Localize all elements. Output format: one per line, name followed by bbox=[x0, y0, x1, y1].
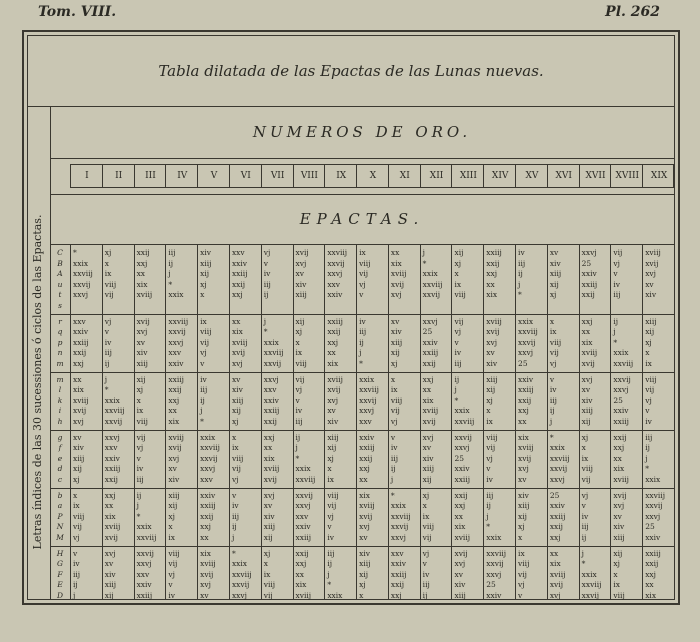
golden-number-cell: XVI bbox=[547, 165, 580, 187]
epact-cell: x ix viij vij vj bbox=[73, 490, 85, 542]
epact-cell: xx xix xviij xvij xvj bbox=[549, 548, 566, 600]
index-letters: C B A u t s bbox=[57, 248, 63, 310]
epact-cell: xxix xxviij xxvij xxvj xxv bbox=[359, 374, 379, 426]
epact-cell: xxvj 25 xxiv xxiij xxij bbox=[422, 316, 439, 368]
golden-number-cell: XIX bbox=[642, 165, 675, 187]
epact-cell: iij ij j * xxix bbox=[168, 248, 184, 300]
index-letters: H G F E D bbox=[56, 548, 64, 600]
epact-cell: xxvij xxvj xxv xxiv xxiij bbox=[136, 548, 154, 600]
epact-cell: xxvj xxv xxiv xxiij xxij bbox=[104, 432, 121, 484]
epact-cell: vj v iv iij ij bbox=[104, 316, 112, 368]
side-column bbox=[28, 106, 51, 599]
epact-cell: viij vij vj v iv bbox=[486, 432, 498, 484]
epact-cell: xxj xx xix xviij xvij bbox=[581, 316, 598, 368]
golden-number-cell: X bbox=[356, 165, 389, 187]
epact-cell: xx xix xviij xvij xvj bbox=[73, 374, 89, 426]
epact-cell: v iv iij ij j bbox=[73, 548, 81, 600]
epact-cell: ij j * xxix xxviij bbox=[295, 432, 316, 484]
epact-cell: xxviij xxvij xxvj 25 xxiv bbox=[645, 490, 666, 542]
epact-cell: iij ij j * xxix bbox=[486, 490, 502, 542]
epact-cell: xxij xxj xx xix xviij bbox=[295, 548, 312, 600]
golden-number-cell: I bbox=[70, 165, 103, 187]
epact-cell: 25 xxiv xxiij xxij xxj bbox=[549, 490, 566, 542]
epact-cell: xxiv xxiij xxij xxj xx bbox=[518, 374, 534, 426]
table-inner bbox=[27, 35, 675, 600]
group-divider bbox=[50, 372, 674, 373]
epact-cell: xvij xvj xv xiv xiij bbox=[136, 316, 150, 368]
epact-cell: * xxix xxviij xxvij xxvj bbox=[231, 548, 252, 600]
epact-cell: xviij xvij xvj xv xiv bbox=[486, 316, 502, 368]
golden-number-cell: V bbox=[197, 165, 230, 187]
epact-cell: ij j * xxix xxviij bbox=[454, 374, 475, 426]
side-label: Letras índices de las 30 sucessiones ó ciclos de las Epactas. bbox=[31, 214, 44, 550]
epact-cell: xj x ix viij vij bbox=[263, 548, 276, 600]
epact-cell: iij ij j * xxix bbox=[327, 548, 343, 600]
epact-cell: xxiij xxij xxj xx xix bbox=[645, 548, 661, 600]
epact-cell: xxiv xxiij xxij xxj xx bbox=[200, 490, 216, 542]
epact-cell: viij vij vj v iv bbox=[645, 374, 657, 426]
epact-cell: xxix xxviij xxvij xxvj 25 bbox=[518, 316, 538, 368]
golden-number-cell: IV bbox=[165, 165, 198, 187]
golden-number-cell: III bbox=[134, 165, 167, 187]
epact-cell: vj v iv iij ij bbox=[581, 490, 589, 542]
epact-cell: j * xxix xxviij xxvij bbox=[104, 374, 125, 426]
numeros-heading: NUMEROS DE ORO. bbox=[50, 106, 674, 159]
epact-cell: xxij xxj xx xix xviij bbox=[613, 432, 629, 484]
epact-cell: x ix viij vij vj bbox=[390, 374, 403, 426]
epact-cell: xx xix xviij xvij xvj bbox=[231, 316, 248, 368]
epact-cell: xxv xxiv xxiij xxij xxj bbox=[390, 548, 407, 600]
epact-cell: xxvij xxvj xxv xxiv xxiij bbox=[295, 490, 313, 542]
index-letters: b a P N M bbox=[56, 490, 64, 542]
epact-cell: xxj xx xix xviij xvij bbox=[263, 432, 280, 484]
epact-cell: xxiij xxij xxj xx xix bbox=[327, 316, 343, 368]
table-title: Tabla dilatada de las Epactas de las Lunas nuevas. bbox=[28, 36, 674, 107]
table-frame bbox=[22, 30, 680, 605]
epact-cell: xxvij xxvj 25 xxiv xxiij bbox=[454, 432, 472, 484]
epact-cell: xvj xv xiv xiij xij bbox=[104, 548, 117, 600]
epact-cell: v iv iij ij j bbox=[231, 490, 240, 542]
epact-cell: xiv xiij xij xj x bbox=[359, 548, 371, 600]
epact-cell: xxviij xxvij xxvj xxv xxiv bbox=[168, 316, 189, 368]
epact-cell: xij xj x ix viij bbox=[454, 248, 466, 300]
golden-number-cell: II bbox=[102, 165, 135, 187]
index-letters: m l k i h bbox=[56, 374, 64, 426]
epact-cell: xxij xxj xx xix xviij bbox=[136, 248, 153, 300]
table-body bbox=[50, 106, 674, 599]
golden-number-cell: XI bbox=[388, 165, 421, 187]
epact-cell: * xxix xxviij xxvij xxvj bbox=[73, 248, 93, 300]
epact-cell: x ix viij vij vj bbox=[231, 432, 244, 484]
epact-cell: iv iij ij j * bbox=[359, 316, 367, 368]
epact-cell: xviij xvij xvj xv xiv bbox=[645, 248, 661, 300]
epact-cell: xx xix xviij xvij xvj bbox=[390, 248, 407, 300]
index-letters: r q p n m bbox=[56, 316, 64, 368]
epact-cell: xix xviij xvij xvj xv bbox=[359, 490, 375, 542]
epact-cell: xxvj xxv xxiv xxiij xxij bbox=[263, 374, 280, 426]
volume-label: Tom. VIII. bbox=[38, 4, 117, 20]
epact-cell: j * xxix xxviij xxvij bbox=[581, 548, 602, 600]
epact-cell: ix viij vij vj v bbox=[359, 248, 371, 300]
epact-cell: * xxix xxviij xxvij xxvj bbox=[549, 432, 570, 484]
golden-number-cell: XIV bbox=[483, 165, 516, 187]
epact-cell: x ix viij vij vj bbox=[549, 316, 562, 368]
epact-cell: xvij xvj xv xiv xiij bbox=[295, 248, 309, 300]
epact-cell: iij ij j * xxix bbox=[645, 432, 661, 484]
golden-number-cell: VII bbox=[261, 165, 294, 187]
golden-number-cell: VI bbox=[229, 165, 262, 187]
epact-cell: xxiij xxij xxj xx xix bbox=[168, 374, 184, 426]
epact-cell: xxij xxj xx xix xviij bbox=[454, 490, 471, 542]
epact-cell: xviij xvij xvj xv xiv bbox=[327, 374, 343, 426]
epact-cell: v iv iij ij j bbox=[549, 374, 557, 426]
epact-cell: xxviij xxvij xxvj 25 xxiv bbox=[486, 548, 507, 600]
epact-cell: xiij xij xj x ix bbox=[168, 490, 180, 542]
epact-cell: xv xiv xiij xij xj bbox=[390, 316, 403, 368]
epact-cell: xxiv xxiij xxij xxj xx bbox=[359, 432, 375, 484]
epact-cell: xix xviij xvij xvj xv bbox=[518, 432, 534, 484]
golden-number-cell: XV bbox=[515, 165, 548, 187]
epact-cell: xiij xij xj x ix bbox=[645, 316, 657, 368]
epact-cell: vij vj v iv iij bbox=[295, 374, 305, 426]
epact-cell: xiij xij xj x ix bbox=[486, 374, 498, 426]
golden-number-cell: XII bbox=[420, 165, 453, 187]
epact-cell: ix viij vij vj v bbox=[518, 548, 530, 600]
epact-cell: xij xj x ix viij bbox=[613, 548, 625, 600]
epact-cell: xij xj x ix viij bbox=[136, 374, 148, 426]
golden-numbers-band bbox=[50, 158, 674, 195]
epact-cell: xxj xx xix xviij xvij bbox=[104, 490, 121, 542]
epact-cell: vj v iv iij ij bbox=[422, 548, 430, 600]
epact-cell: xxiij xxij xxj xx xix bbox=[486, 248, 502, 300]
group-divider bbox=[50, 314, 674, 315]
index-letters: g f e d c bbox=[57, 432, 63, 484]
epact-cell: xiv xiij xij xj x bbox=[518, 490, 530, 542]
group-divider bbox=[50, 488, 674, 489]
plate-number: Pl. 262 bbox=[605, 4, 660, 20]
epact-cell: xvj xv xiv xiij xij bbox=[263, 490, 276, 542]
golden-number-cell: XIII bbox=[451, 165, 484, 187]
golden-numbers-row bbox=[70, 164, 674, 188]
epact-cell: vij vj v iv iij bbox=[613, 248, 623, 300]
epact-cell: ij j * xxix xxviij bbox=[613, 316, 634, 368]
epact-cell: ij j * xxix xxviij bbox=[136, 490, 157, 542]
epact-cell: xj x ix viij vij bbox=[104, 248, 117, 300]
epact-cell: xiv xiij xij xj x bbox=[200, 248, 212, 300]
golden-number-cell: XVII bbox=[579, 165, 612, 187]
epact-cell: xxvj 25 xxiv xxiij xxij bbox=[581, 248, 598, 300]
epact-cell: xvij xvj xv xiv xiij bbox=[454, 548, 468, 600]
epact-cell: ix viij vij vj v bbox=[200, 316, 212, 368]
group-divider bbox=[50, 546, 674, 547]
epact-cell: xxv xxiv xxiij xxij xxj bbox=[231, 248, 248, 300]
epact-cell: xv xiv xiij xij xj bbox=[231, 374, 244, 426]
epact-cell: xviij xvij xvj xv xiv bbox=[168, 432, 184, 484]
epact-cell: xj x ix viij vij bbox=[581, 432, 593, 484]
epact-cell: xix xviij xvij xvj xv bbox=[200, 548, 216, 600]
epact-cell: vij vj v iv iij bbox=[136, 432, 146, 484]
epact-cell: vj v iv iij ij bbox=[263, 248, 271, 300]
epact-cell: vij vj v iv iij bbox=[454, 316, 464, 368]
epact-cell: xxix xxviij xxvij xxvj xxv bbox=[200, 432, 220, 484]
epact-cell: xiij xij xj x ix bbox=[327, 432, 339, 484]
epact-cell: viij vij vj v iv bbox=[168, 548, 180, 600]
epact-cell: xxviij xxvij xxvj xxv xxiv bbox=[327, 248, 348, 300]
epact-cell: xvj xv xiv xiij xij bbox=[581, 374, 593, 426]
epact-cell: iv iij ij j * bbox=[518, 248, 526, 300]
epact-cell: xv xiv xiij xij xj bbox=[549, 248, 562, 300]
epact-cell: xxj xx xix xviij xvij bbox=[422, 374, 439, 426]
golden-number-cell: VIII bbox=[293, 165, 326, 187]
epact-cell: iv iij ij j * bbox=[200, 374, 208, 426]
epact-cell: xj x ix viij vij bbox=[422, 490, 435, 542]
epact-cell: xvj xv xiv xiij xij bbox=[422, 432, 435, 484]
epactas-heading: EPACTAS. bbox=[50, 194, 674, 245]
epact-cell: xij xj x ix viij bbox=[295, 316, 307, 368]
epact-cell: xvij xvj xv xiv xiij bbox=[613, 490, 627, 542]
golden-number-cell: IX bbox=[324, 165, 357, 187]
epact-cell: xxvij xxvj 25 xxiv xxiij bbox=[613, 374, 631, 426]
golden-number-cell: XVIII bbox=[610, 165, 643, 187]
epact-cell: viij vij vj v iv bbox=[327, 490, 339, 542]
epact-cell: xv xiv xiij xij xj bbox=[73, 432, 85, 484]
epact-cell: v iv iij ij j bbox=[390, 432, 399, 484]
epact-grid bbox=[50, 244, 674, 599]
epact-cell: j * xxix xxviij xxvij bbox=[422, 248, 443, 300]
group-divider bbox=[50, 430, 674, 431]
epact-cell: * xxix xxviij xxvij xxvj bbox=[390, 490, 411, 542]
epact-cell: j * xxix xxviij xxvij bbox=[263, 316, 284, 368]
epact-cell: xxv xxiv xxiij xxij xxj bbox=[73, 316, 89, 368]
